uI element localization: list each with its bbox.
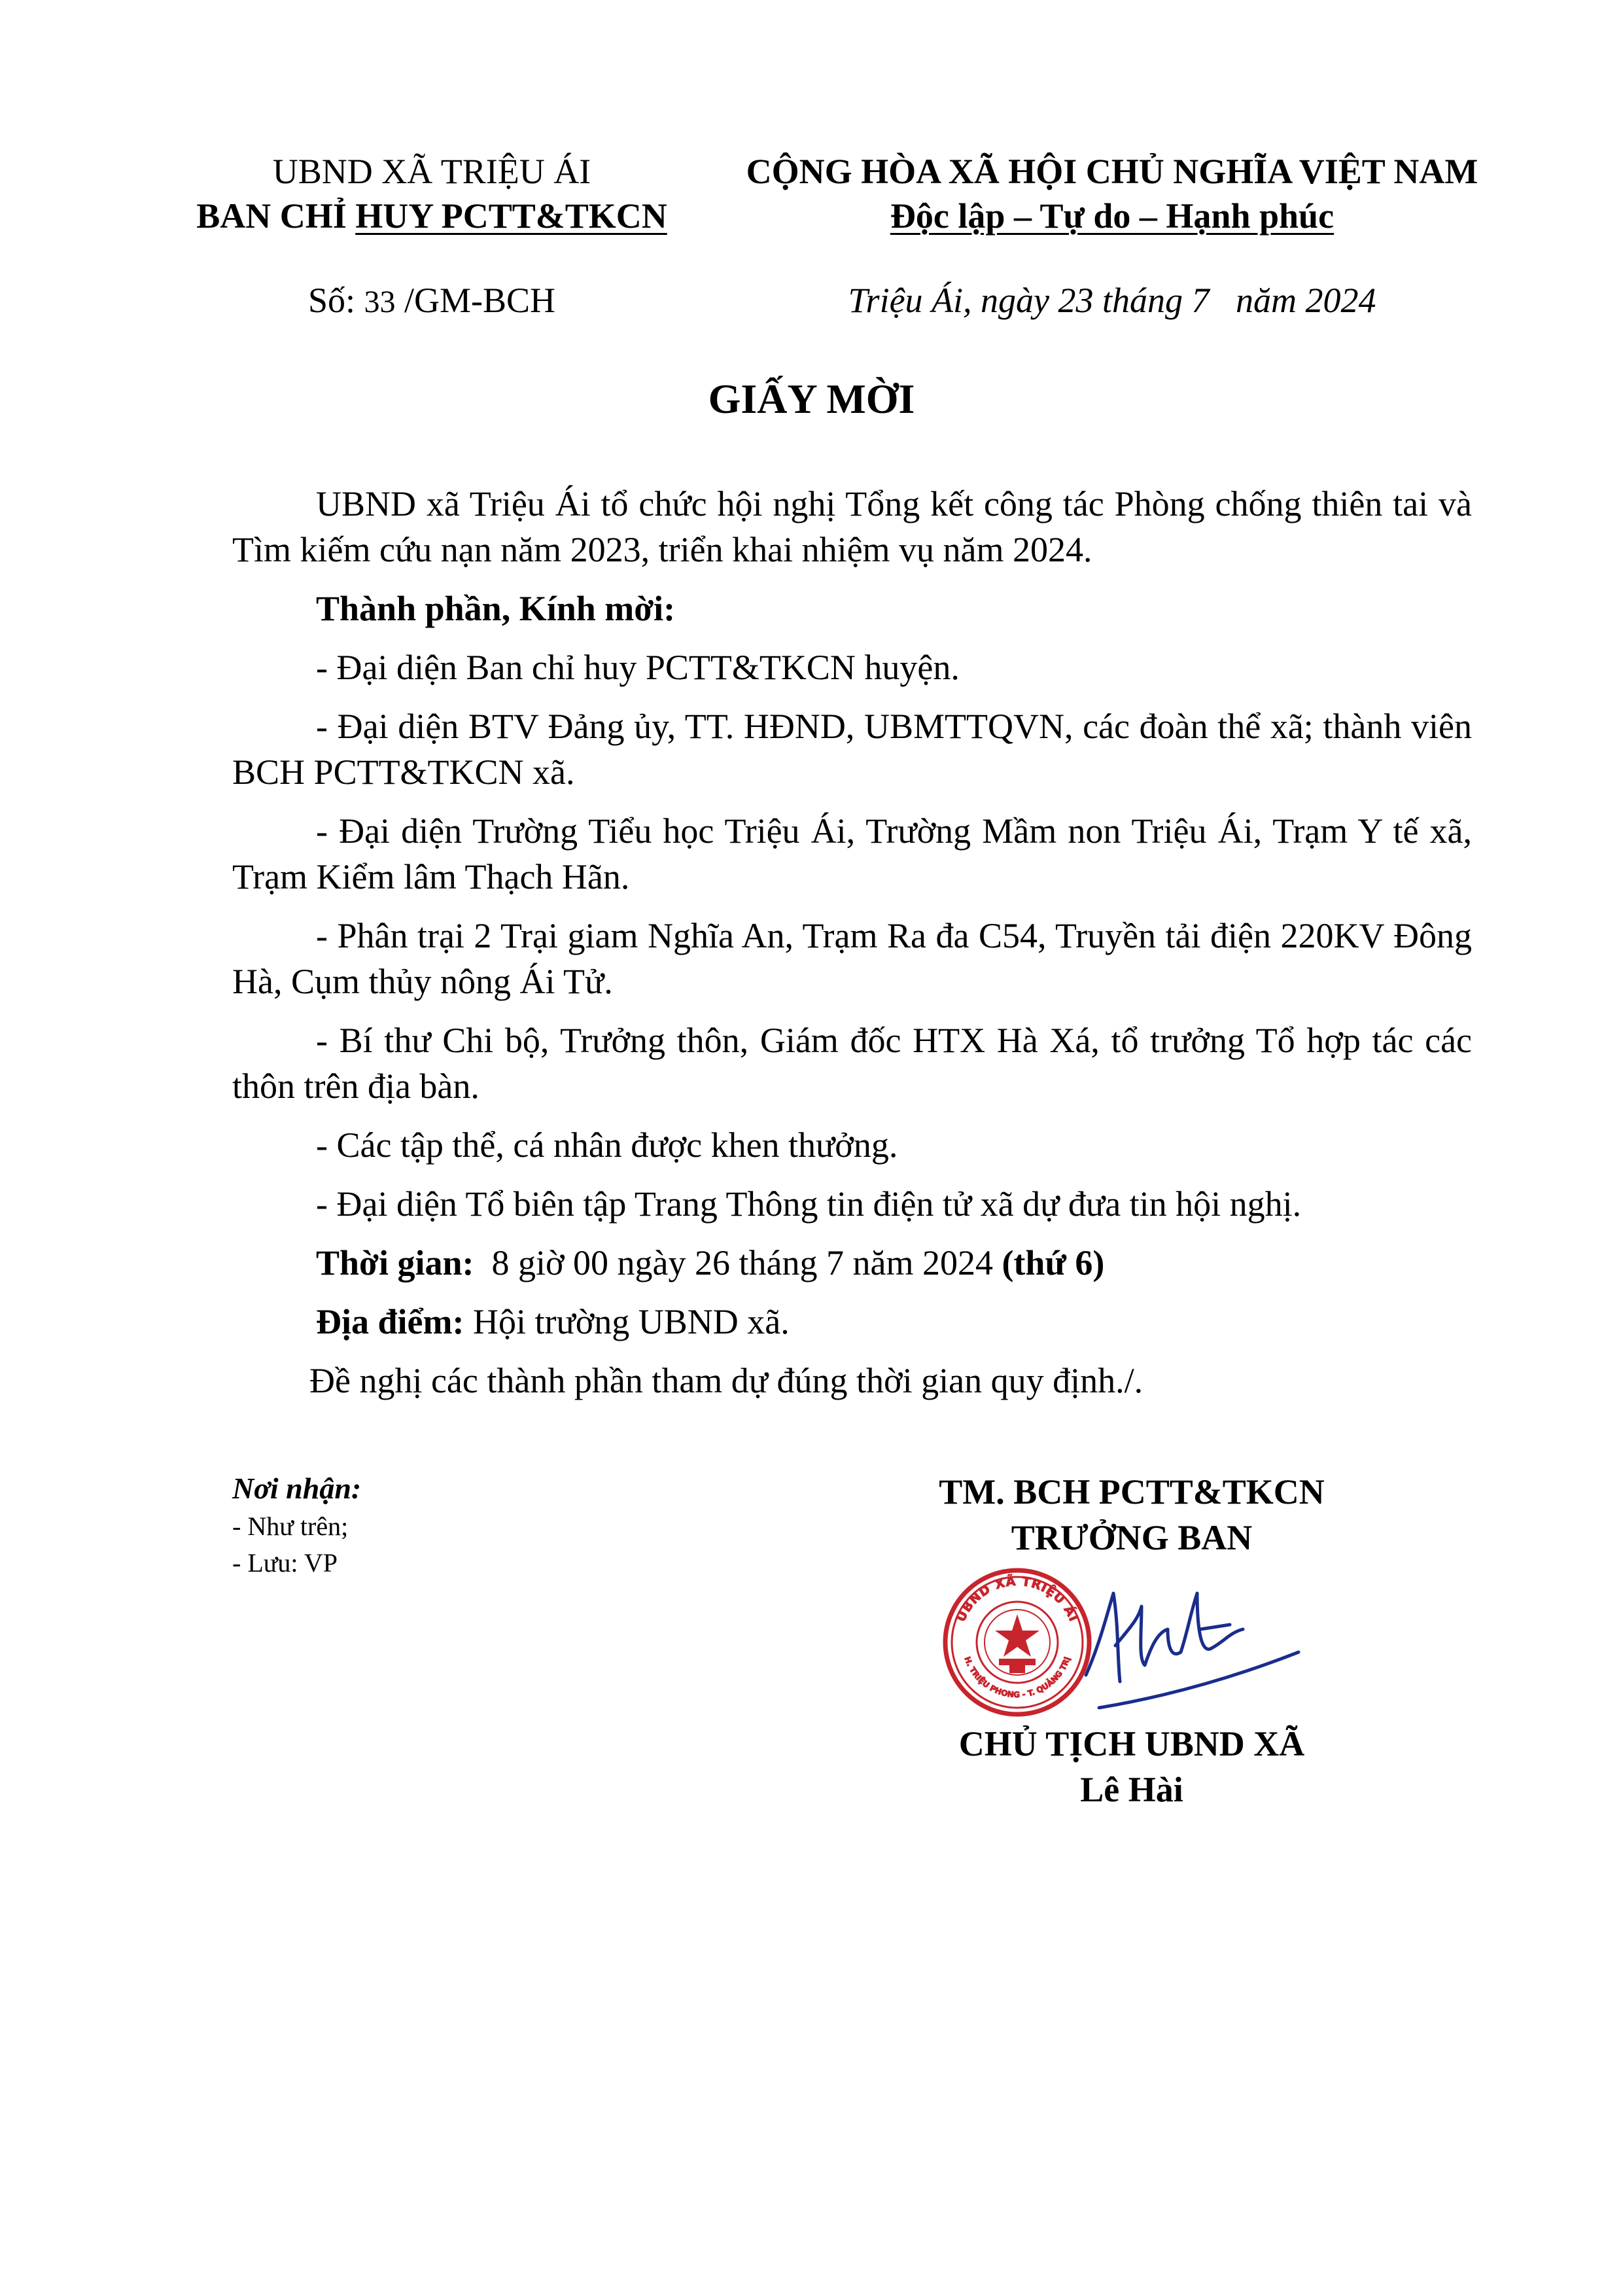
closing-paragraph: Đề nghị các thành phần tham dự đúng thời gian quy định./. (309, 1361, 1143, 1400)
issuing-organization (164, 149, 700, 238)
org-unit-underlined: HUY PCTT&TKCN (355, 196, 667, 236)
on-behalf-line: TM. BCH PCTT&TKCN (939, 1472, 1325, 1511)
participant-item: - Đại diện BTV Đảng ủy, TT. HĐND, UBMTTQVN, các đoàn thể xã; thành viên BCH PCTT&TKCN xã. (232, 707, 1472, 792)
svg-text:UBND XÃ TRIỆU ÁI: UBND XÃ TRIỆU ÁI (953, 1574, 1081, 1625)
seal-and-signature (942, 1567, 1308, 1718)
document-title: GIẤY MỜI (708, 376, 915, 422)
meeting-time (232, 1240, 1472, 1286)
document-date: Triệu Ái, ngày 23 tháng 7 năm 2024 (848, 281, 1376, 320)
signature-header (883, 1469, 1380, 1561)
time-day: (thứ 6) (1002, 1243, 1105, 1282)
signer-block (883, 1721, 1380, 1812)
document-body (232, 481, 1472, 1417)
recipient-item: - Như trên; (232, 1511, 349, 1541)
document-number (164, 278, 700, 325)
place-label: Địa điểm: (316, 1302, 464, 1341)
participant-item: - Phân trại 2 Trại giam Nghĩa An, Trạm Ra đa C54, Truyền tải điện 220KV Đông Hà, Cụm thủy nông Ái Tử. (232, 916, 1472, 1001)
participants-label: Thành phần, Kính mời: (316, 589, 676, 628)
national-motto (707, 194, 1518, 238)
participant-item: - Đại diện Ban chỉ huy PCTT&TKCN huyện. (316, 648, 960, 687)
doc-number-value: 33 (364, 285, 396, 319)
time-value: 8 giờ 00 ngày 26 tháng 7 năm 2024 (474, 1243, 1002, 1282)
recipients-label: Nơi nhận: (232, 1472, 362, 1505)
participant-item: - Đại diện Tổ biên tập Trang Thông tin điện tử xã dự đưa tin hội nghị. (316, 1184, 1302, 1224)
participant-item: - Các tập thể, cá nhân được khen thưởng. (316, 1125, 898, 1165)
national-motto-text: Độc lập – Tự do – Hạnh phúc (890, 196, 1335, 236)
org-unit (164, 194, 700, 238)
org-name: UBND XÃ TRIỆU ÁI (272, 152, 591, 191)
doc-number-prefix: Số: (307, 281, 364, 320)
official-seal-icon (942, 1567, 1308, 1718)
time-label: Thời gian: (316, 1243, 474, 1282)
intro-paragraph: UBND xã Triệu Ái tổ chức hội nghị Tổng kết công tác Phòng chống thiên tai và Tìm kiếm cứu nạn năm 2023, triển khai nhiệm vụ năm 2024. (232, 484, 1472, 569)
nation-name: CỘNG HÒA XÃ HỘI CHỦ NGHĨA VIỆT NAM (746, 152, 1478, 191)
recipient-item: - Lưu: VP (232, 1548, 338, 1578)
signer-name: Lê Hài (1080, 1770, 1183, 1809)
national-header (707, 149, 1518, 238)
participant-item: - Bí thư Chi bộ, Trưởng thôn, Giám đốc HTX Hà Xá, tổ trưởng Tổ hợp tác các thôn trên địa bàn. (232, 1021, 1472, 1106)
signer-position: TRƯỞNG BAN (1011, 1518, 1253, 1557)
org-unit-prefix: BAN CHỈ (196, 196, 356, 236)
meeting-place (232, 1299, 1472, 1345)
recipients-block (232, 1469, 690, 1581)
svg-text:H. TRIỆU PHONG - T. QUẢNG TRỊ: H. TRIỆU PHONG - T. QUẢNG TRỊ (962, 1655, 1072, 1700)
doc-number-suffix: /GM-BCH (395, 281, 556, 320)
place-value: Hội trường UBND xã. (464, 1302, 790, 1341)
signer-title: CHỦ TỊCH UBND XÃ (958, 1724, 1305, 1763)
participant-item: - Đại diện Trường Tiểu học Triệu Ái, Trường Mầm non Triệu Ái, Trạm Y tế xã, Trạm Kiểm lâm Thạch Hãn. (232, 811, 1472, 896)
